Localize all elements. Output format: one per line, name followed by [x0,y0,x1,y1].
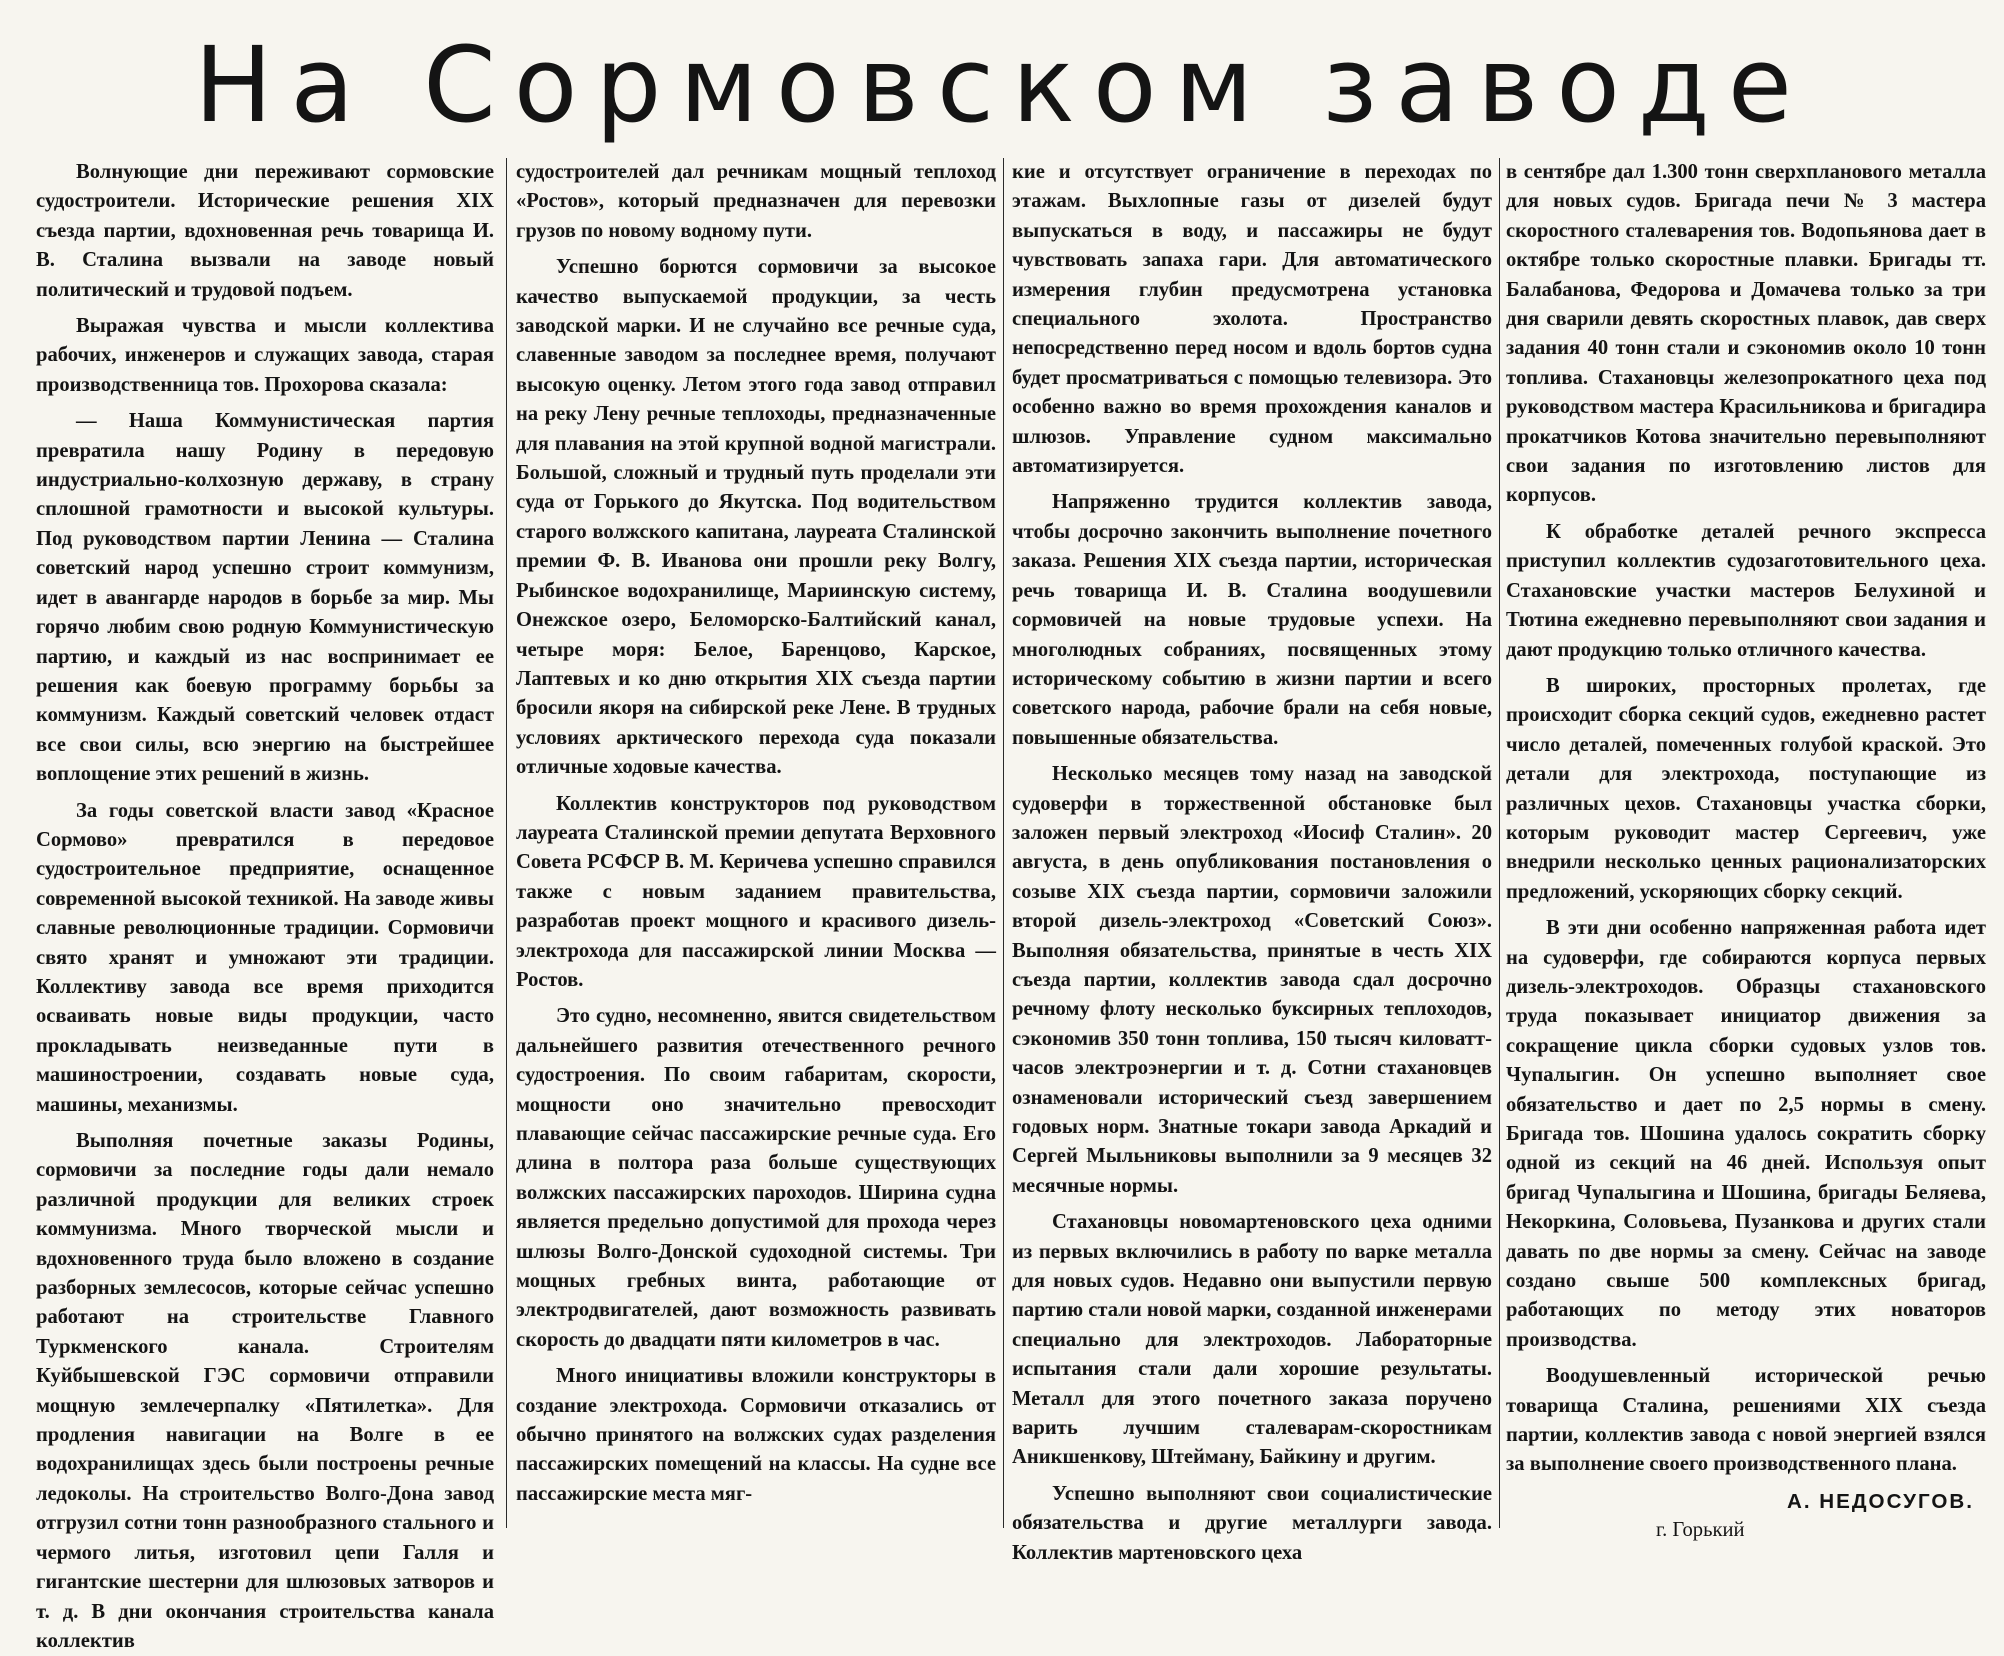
paragraph: Несколько месяцев тому назад на заводской судоверфи в торжественной обстановке был заложен первый электроход «Иосиф Сталин». 20 августа, в день опубликования постановления о созыве XIX съезда партии, сормовичи заложили второй дизель-электроход «Советский Союз». Выполняя обязательства, принятые в честь XIX съезда партии, коллектив завода сдал досрочно речному флоту несколько буксирных теплоходов, сэкономив 350 тонн топлива, 150 тысяч киловатт-часов электроэнергии и т. д. Сотни стахановцев ознаменовали исторический съезд завершением годовых норм. Знатные токари завода Аркадий и Сергей Мыльниковы выполнили за 9 месяцев 32 месячные нормы. [1012,763,1492,1197]
article-column-1 [36,158,494,1652]
paragraph: Стахановцы новомартеновского цеха одними из первых включились в работу по варке металла для новых судов. Недавно они выпустили первую партию стали новой марки, созданной инженерами специально для электроходов. Лабораторные испытания стали дали хорошие результаты. Металл для этого почетного заказа поручено варить лучшим сталеварам-скоростникам Аникшенкову, Штейману, Байкину и другим. [1012,1211,1492,1469]
paragraph: в сентябре дал 1.300 тонн сверхпланового металла для новых судов. Бригада печи № 3 мастера скоростного сталеварения тов. Водопьянова дает в октябре только скоростные плавки. Бригады тт. Балабанова, Федорова и Домачева только за три дня сварили девять скоростных плавок, дав сверх задания 40 тонн стали и сэкономив около 10 тонн топлива. Стахановцы железопрокатного цеха под руководством мастера Красильникова и бригадира прокатчиков Котова значительно перевыполняют свои задания по изготовлению листов для корпусов. [1506,161,1986,507]
paragraph: Много инициативы вложили конструкторы в создание электрохода. Сормовичи отказались от обычно принятого на волжских судах разделения пассажирских помещений на классы. На судне все пассажирские места мяг- [516,1365,996,1505]
paragraph: Коллектив конструкторов под руководством лауреата Сталинской премии депутата Верховного Совета РСФСР В. М. Керичева успешно справился также с новым заданием правительства, разработав проект мощного и красивого дизель-электрохода для пассажирской линии Москва — Ростов. [516,792,996,991]
paragraph: Это судно, несомненно, явится свидетельством дальнейшего развития отечественного речного судостроения. По своим габаритам, скорости, мощности оно значительно превосходит плавающие сейчас пассажирские речные суда. Его длина в полтора раза больше существующих волжских пассажирских пароходов. Ширина судна является предельно допустимой для прохода через шлюзы Волго-Донской судоходной системы. Три мощных гребных винта, работающие от электродвигателей, дают возможность развивать скорость до двадцати пяти километров в час. [516,1005,996,1351]
dateline-city: г. Горький [1656,1519,1745,1542]
paragraph: судостроителей дал речникам мощный теплоход «Ростов», который предназначен для перевозки грузов по новому водному пути. [516,161,996,242]
paragraph: За годы советской власти завод «Красное Сормово» превратился в передовое судостроительное предприятие, оснащенное современной высокой техникой. На заводе живы славные революционные традиции. Сормовичи свято хранят и умножают эти традиции. Коллективу завода все время приходится осваивать новые виды продукции, часто прокладывать неизведанные пути в машиностроении, создавать новые суда, машины, механизмы. [36,799,494,1116]
column-rule [506,158,507,1528]
paragraph: кие и отсутствует ограничение в переходах по этажам. Выхлопные газы от дизелей будут выпускаться в воду, и пассажиры не будут чувствовать запаха гари. Для автоматического измерения глубин предусмотрена установка специального эхолота. Пространство непосредственно перед носом и вдоль бортов судна будет просматриваться с помощью телевизора. Это особенно важно во время прохождения каналов и шлюзов. Управление судном максимально автоматизируется. [1012,161,1492,478]
article-column-3 [1012,158,1492,1564]
paragraph: Успешно борются сормовичи за высокое качество выпускаемой продукции, за честь заводской марки. И не случайно все речные суда, славенные заводом за последнее время, получают высокую оценку. Летом этого года завод отправил на реку Лену речные теплоходы, предназначенные для плавания на этой крупной водной магистрали. Большой, сложный и трудный путь проделали эти суда от Горького до Якутска. Под водительством старого волжского капитана, лауреата Сталинской премии Ф. В. Иванова они прошли реку Волгу, Рыбинское водохранилище, Мариинскую систему, Онежское озеро, Беломорско-Балтийский канал, четыре моря: Белое, Баренцово, Карское, Лаптевых и ко дню открытия XIX съезда партии бросили якоря на сибирской реке Лене. В трудных условиях арктического перехода суда показали отличные ходовые качества. [516,256,996,779]
paragraph: Напряженно трудится коллектив завода, чтобы досрочно закончить выполнение почетного заказа. Решения XIX съезда партии, историческая речь товарища И. В. Сталина воодушевили сормовичей на новые трудовые успехи. На многолюдных собраниях, посвященных этому историческому событию в жизни партии и всего советского народа, рабочие брали на себя новые, повышенные обязательства. [1012,491,1492,749]
paragraph: В широких, просторных пролетах, где происходит сборка секций судов, ежедневно растет число деталей, помеченных голубой краской. Это детали для электрохода, поступающие из различных цехов. Стахановцы участка сборки, которым руководит мастер Сергеевич, уже внедрили несколько ценных рационализаторских предложений, ускоряющих сборку секций. [1506,674,1986,903]
paragraph: Выполняя почетные заказы Родины, сормовичи за последние годы дали немало различной продукции для великих строек коммунизма. Много творческой мысли и вдохновенного труда было вложено в создание разборных землесосов, которые сейчас успешно работают на строительстве Главного Туркменского канала. Строителям Куйбышевской ГЭС сормовичи отправили мощную землечерпалку «Пятилетка». Для продления навигации на Волге в ее водохранилищах здесь были построены речные ледоколы. На строительство Волго-Дона завод отгрузил сотни тонн разнообразного стального и чермого литья, изготовил цепи Галля и гигантские шестерни для шлюзовых затворов и т. д. В дни окончания строительства канала коллектив [36,1130,494,1652]
author-signature: А. НЕДОСУГОВ. [1786,1489,1974,1513]
paragraph: В эти дни особенно напряженная работа идет на судоверфи, где собираются корпуса первых дизель-электроходов. Образцы стахановского труда показывает инициатор движения за сокращение цикла сборки судовых узлов тов. Чупалыгин. Он успешно выполняет свое обязательство и дает по 2,5 нормы в смену. Бригада тов. Шошина удалось сократить сборку одной из секций на 46 дней. Используя опыт бригад Чупалыгина и Шошина, бригады Беляева, Некоркина, Соловьева, Пузанкова и других стали давать по две нормы за смену. Сейчас на заводе создано свыше 500 комплексных бригад, работающих по методу этих новаторов производства. [1506,917,1986,1351]
paragraph: — Наша Коммунистическая партия превратила нашу Родину в передовую индустриально-колхозную державу, в страну сплошной грамотности и высокой культуры. Под руководством партии Ленина — Сталина советский народ успешно строит коммунизм, идет в авангарде народов в борьбе за мир. Мы горячо любим свою родную Коммунистическую партию, и каждый из нас воспринимает ее решения как боевую программу борьбы за коммунизм. Каждый советский человек отдаст все свои силы, всю энергию на быстрейшее воплощение этих решений в жизнь. [36,410,494,786]
column-rule [1003,158,1004,1528]
article-column-2 [516,158,996,1530]
headline: На Сормовском заводе [194,24,1810,146]
paragraph: Успешно выполняют свои социалистические обязательства и другие металлурги завода. Коллектив мартеновского цеха [1012,1482,1492,1564]
paragraph: Волнующие дни переживают сормовские судостроители. Исторические решения XIX съезда партии, вдохновенная речь товарища И. В. Сталина вызвали на заводе новый политический и трудовой подъем. [36,161,494,301]
paragraph: К обработке деталей речного экспресса приступил коллектив судозаготовительного цеха. Стахановские участки мастеров Белухиной и Тютина ежедневно перевыполняют свои задания и дают продукцию только отличного качества. [1506,520,1986,661]
paragraph: Воодушевленный исторической речью товарища Сталина, решениями XIX съезда партии, коллектив завода с новой энергией взялся за выполнение своего производственного плана. [1506,1365,1986,1476]
article-column-4 [1506,158,1986,1542]
paragraph: Выражая чувства и мысли коллектива рабочих, инженеров и служащих завода, старая производственница тов. Прохорова сказала: [36,315,494,396]
column-rule [1499,158,1500,1528]
